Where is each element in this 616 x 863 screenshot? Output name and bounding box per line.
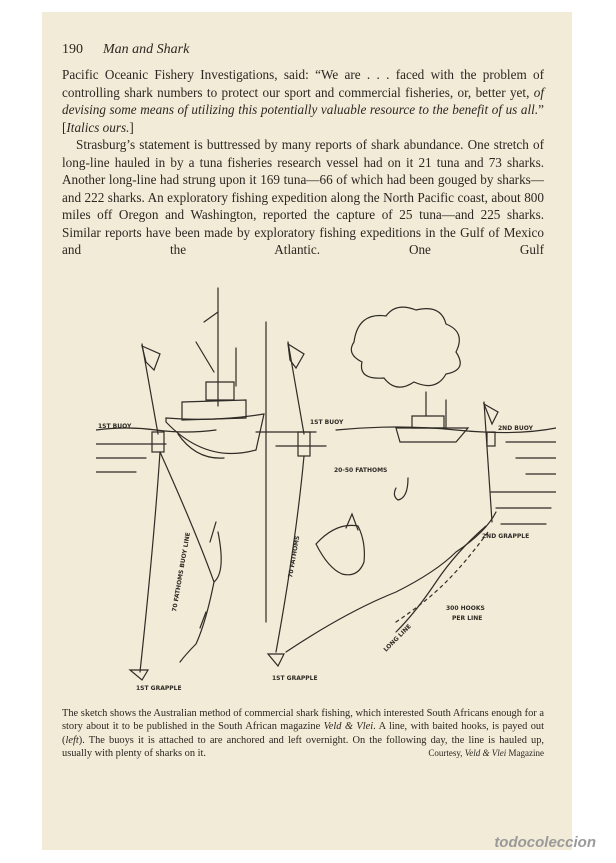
credit-pre: Courtesy, — [428, 748, 465, 759]
p1-end: ] — [129, 119, 134, 135]
distant-ship — [396, 392, 468, 442]
label-depth: 20-50 FATHOMS — [334, 467, 388, 474]
buoy-right — [396, 402, 498, 632]
body-text — [62, 66, 544, 259]
caption-left: left — [65, 734, 79, 746]
label-buoy1-left: 1ST BUOY — [98, 423, 132, 430]
label-long-line: LONG LINE — [382, 623, 413, 654]
label-buoy-line: 70 FATHOMS BUOY LINE — [171, 531, 192, 613]
label-grapple1-mid: 1ST GRAPPLE — [272, 675, 318, 682]
label-grapple1-left: 1ST GRAPPLE — [136, 685, 182, 692]
page-header — [62, 40, 542, 62]
shark-drawing — [316, 514, 364, 575]
running-title: Man and Shark — [103, 42, 190, 57]
caption-text-3: ). The buoys it is attached to are anchored and left overnight. On the following day, the line is hauled up, usually with plenty of sharks on it. — [62, 734, 544, 760]
p1-italic-note: Italics ours. — [66, 119, 130, 135]
caption-text-2: . A line, with baited hooks, is payed out ( — [62, 721, 545, 746]
label-hooks-b: PER LINE — [452, 615, 483, 622]
caption-credit — [428, 747, 544, 760]
credit-magazine: Veld & Vlei — [464, 748, 507, 759]
shark-fishing-sketch — [96, 282, 556, 702]
credit-post: Magazine — [506, 748, 544, 759]
figure-caption — [62, 707, 544, 761]
label-buoy2: 2ND BUOY — [498, 425, 533, 432]
p1-text: Pacific Oceanic Fishery Investigations, said: “We are . . . faced with the problem of controlling shark numbers to protect our sport and commercial fisheries, or, better yet, — [62, 67, 544, 100]
p1-italic: of devising some means of utilizing this potentially valuable resource to the benefit of us all. — [62, 84, 544, 117]
boat-left — [166, 288, 264, 458]
caption-magazine: Veld & Vlei — [323, 721, 374, 733]
watermark: todocoleccion — [494, 834, 596, 851]
label-grapple2: 2ND GRAPPLE — [482, 533, 530, 540]
hook-drawing — [394, 478, 408, 500]
buoy-left — [130, 344, 221, 680]
paragraph-1 — [62, 66, 544, 136]
label-hooks-a: 300 HOOKS — [446, 605, 485, 612]
cloud-drawing — [351, 307, 460, 387]
paragraph-2: Strasburg’s statement is buttressed by many reports of shark abundance. One stretch of long-line hauled in by a tuna fisheries research vessel had on it 21 tuna and 73 sharks. Another long-line had strung upon it 169 tuna—66 of which had been gouged by sharks—and 222 sharks. An exploratory fishing expedition along the North Pacific coast, about 800 miles off Oregon and Washington, reported the capture of 25 tuna—and 225 sharks. Similar reports have been made by exploratory fishing expeditions in the Gulf of Mexico and the Atlantic. One Gulf — [62, 137, 544, 257]
label-buoy1-mid: 1ST BUOY — [310, 419, 344, 426]
label-buoy-line-mid: 70 FATHOMS — [287, 535, 302, 579]
p1-after: ” [ — [62, 102, 544, 135]
caption-text-1: The sketch shows the Australian method of commercial shark fishing, which interested South Africans enough for a story about it to be published in the South African magazine — [62, 708, 544, 733]
page-number: 190 — [62, 42, 83, 57]
